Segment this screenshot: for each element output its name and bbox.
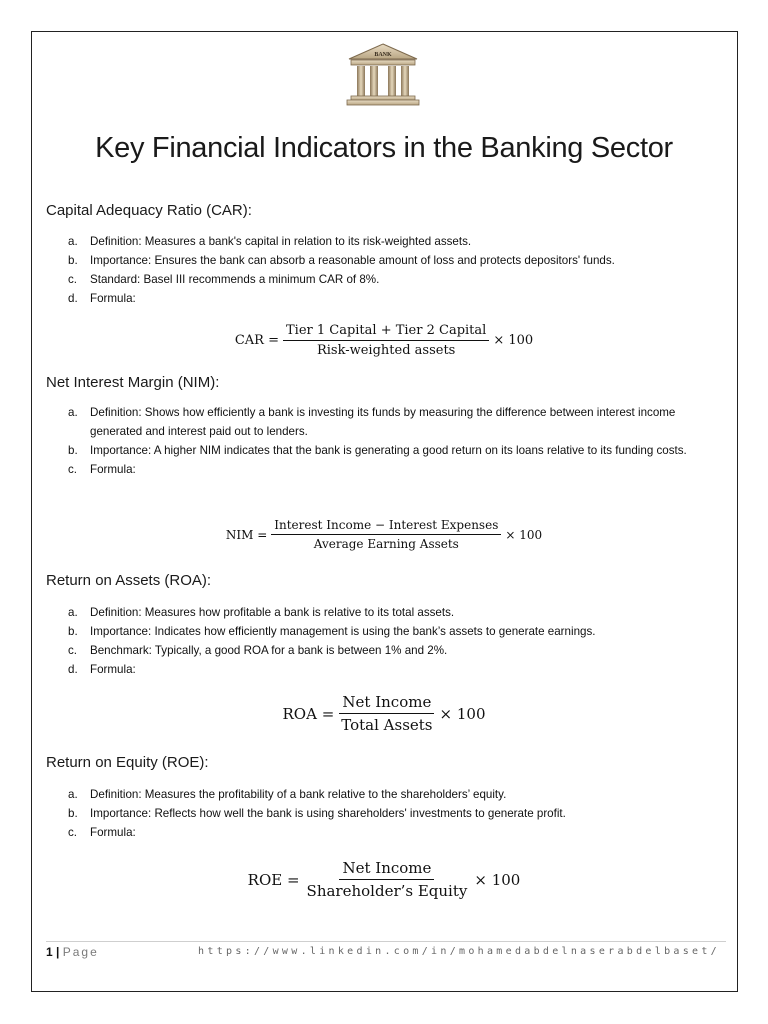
roe-list: [46, 785, 726, 842]
nim-formula: NIM = $\frac{\text{Interest Income − Interest Expenses}}{\text{Average Earning Assets}}$ × 100: [225, 518, 543, 551]
page-border: [31, 31, 738, 992]
footer-link[interactable]: https://www.linkedin.com/in/mohamedabdelnaserabdelbaset/: [198, 946, 720, 957]
roa-list: [46, 603, 726, 679]
list-item: a. Definition: Shows how efficiently a bank is investing its funds by measuring the difference between interest income generated and interest paid out to lenders.: [68, 406, 676, 438]
list-item: c. Benchmark: Typically, a good ROA for a bank is between 1% and 2%.: [68, 644, 448, 657]
section-heading-nim: Net Interest Margin (NIM):: [46, 374, 220, 391]
list-item: b. Importance: Indicates how efficiently management is using the bank’s assets to generate earnings.: [68, 625, 596, 638]
list-item: c. Formula:: [68, 463, 136, 476]
list-item: b. Importance: Reflects how well the bank is using shareholders' investments to generate profit.: [68, 807, 566, 820]
section-heading-roe: Return on Equity (ROE):: [46, 754, 209, 771]
document-title: Key Financial Indicators in the Banking Sector: [95, 132, 673, 164]
nim-list: [46, 403, 726, 479]
section-heading-roa: Return on Assets (ROA):: [46, 572, 212, 589]
bank-building-icon: [345, 42, 421, 108]
car-formula: CAR = $\frac{\text{Tier 1 Capital + Tier 2 Capital}}{\text{Risk-weighted assets}}$ × 100: [234, 323, 534, 358]
list-item: a. Definition: Measures the profitability of a bank relative to the shareholders’ equity.: [68, 788, 507, 801]
list-item: d. Formula:: [68, 663, 136, 676]
section-heading-car: Capital Adequacy Ratio (CAR):: [46, 202, 252, 219]
list-item: c. Formula:: [68, 826, 136, 839]
footer-divider: [46, 941, 726, 942]
logo-label: BANK: [374, 52, 392, 58]
list-item: c. Standard: Basel III recommends a minimum CAR of 8%.: [68, 273, 380, 286]
list-item: a. Definition: Measures a bank's capital in relation to its risk-weighted assets.: [68, 235, 472, 248]
car-list: [46, 232, 726, 308]
list-item: d. Formula:: [68, 292, 136, 305]
list-item: b. Importance: A higher NIM indicates that the bank is generating a good return on its loans relative to its funding costs.: [68, 444, 687, 457]
list-item: b. Importance: Ensures the bank can absorb a reasonable amount of loss and protects depositors' funds.: [68, 254, 615, 267]
page-number: 1 | Page: [46, 945, 99, 959]
roe-formula: ROE = $\frac{\text{Net Income}}{\text{Shareholder’s Equity}}$ × 100: [247, 859, 521, 900]
list-item: a. Definition: Measures how profitable a bank is relative to its total assets.: [68, 606, 455, 619]
roa-formula: ROA = $\frac{\text{Net Income}}{\text{Total Assets}}$ × 100: [282, 693, 486, 734]
